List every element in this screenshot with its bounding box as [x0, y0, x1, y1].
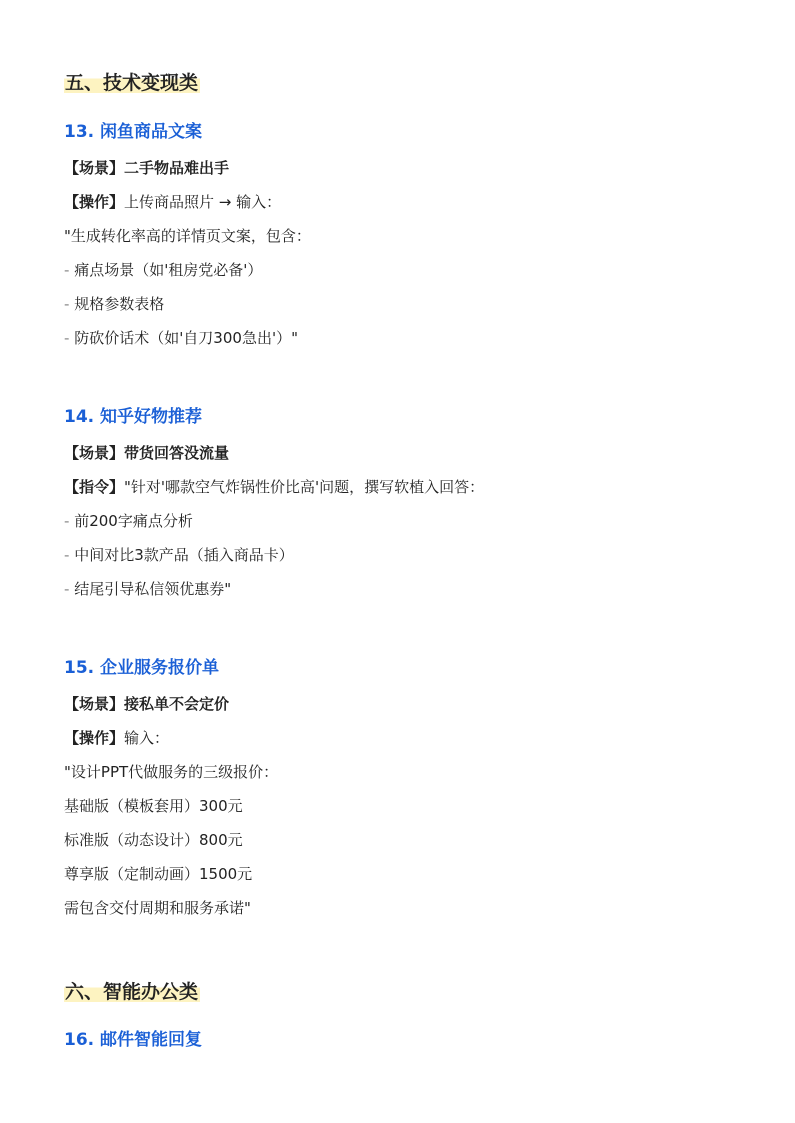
- item-14-scene: [64, 442, 229, 464]
- item-14-bullet-1: [64, 510, 193, 532]
- section-heading-6-text: 六、智能办公类: [65, 981, 199, 1003]
- bullet-text: 中间对比3款产品（插入商品卡）: [74, 546, 294, 564]
- bullet-text: 痛点场景（如'租房党必备'）: [74, 261, 263, 279]
- item-15-line-5: 需包含交付周期和服务承诺": [64, 899, 251, 917]
- item-14-title: 14. 知乎好物推荐: [64, 407, 203, 427]
- item-15-title: 15. 企业服务报价单: [64, 658, 220, 678]
- item-15-line-4: 尊享版（定制动画）1500元: [64, 865, 253, 883]
- bullet-dash: -: [64, 295, 75, 313]
- item-13-operation: [64, 191, 281, 213]
- bullet-text: 前200字痛点分析: [74, 512, 193, 530]
- command-text: "针对'哪款空气炸锅性价比高'问题，撰写软植入回答：: [124, 478, 485, 496]
- scene-text: 带货回答没流量: [124, 444, 230, 462]
- operation-text: 上传商品照片 → 输入：: [124, 193, 282, 211]
- item-15-line-3: 标准版（动态设计）800元: [64, 831, 243, 849]
- item-14-bullet-2: [64, 544, 294, 566]
- item-16-title: 16. 邮件智能回复: [64, 1030, 203, 1050]
- scene-tag: 【场景】: [64, 695, 125, 713]
- command-tag: 【指令】: [64, 478, 125, 496]
- operation-text: 输入：: [124, 729, 170, 747]
- item-13-bullet-3: [64, 327, 298, 349]
- item-13-title: 13. 闲鱼商品文案: [64, 122, 203, 142]
- bullet-dash: -: [64, 580, 75, 598]
- scene-tag: 【场景】: [64, 444, 125, 462]
- item-13-prompt-line: "生成转化率高的详情页文案，包含：: [64, 227, 311, 245]
- scene-tag: 【场景】: [64, 159, 125, 177]
- scene-text: 二手物品难出手: [124, 159, 230, 177]
- bullet-text: 防砍价话术（如'自刀300急出'）": [74, 329, 298, 347]
- section-heading-5: [64, 70, 200, 96]
- bullet-text: 规格参数表格: [74, 295, 165, 313]
- section-heading-6: [64, 979, 200, 1005]
- operation-tag: 【操作】: [64, 193, 125, 211]
- item-13-scene: [64, 157, 229, 179]
- bullet-dash: -: [64, 261, 75, 279]
- bullet-dash: -: [64, 512, 75, 530]
- bullet-dash: -: [64, 329, 75, 347]
- section-heading-5-text: 五、技术变现类: [65, 72, 199, 94]
- scene-text: 接私单不会定价: [124, 695, 230, 713]
- item-15-line-1: "设计PPT代做服务的三级报价：: [64, 763, 279, 781]
- bullet-dash: -: [64, 546, 75, 564]
- item-13-bullet-2: [64, 293, 164, 315]
- bullet-text: 结尾引导私信领优惠券": [74, 580, 232, 598]
- item-15-scene: [64, 693, 229, 715]
- item-14-bullet-3: [64, 578, 231, 600]
- item-14-command: [64, 476, 484, 498]
- item-15-line-2: 基础版（模板套用）300元: [64, 797, 243, 815]
- item-13-bullet-1: [64, 259, 262, 281]
- item-15-operation: [64, 727, 169, 749]
- operation-tag: 【操作】: [64, 729, 125, 747]
